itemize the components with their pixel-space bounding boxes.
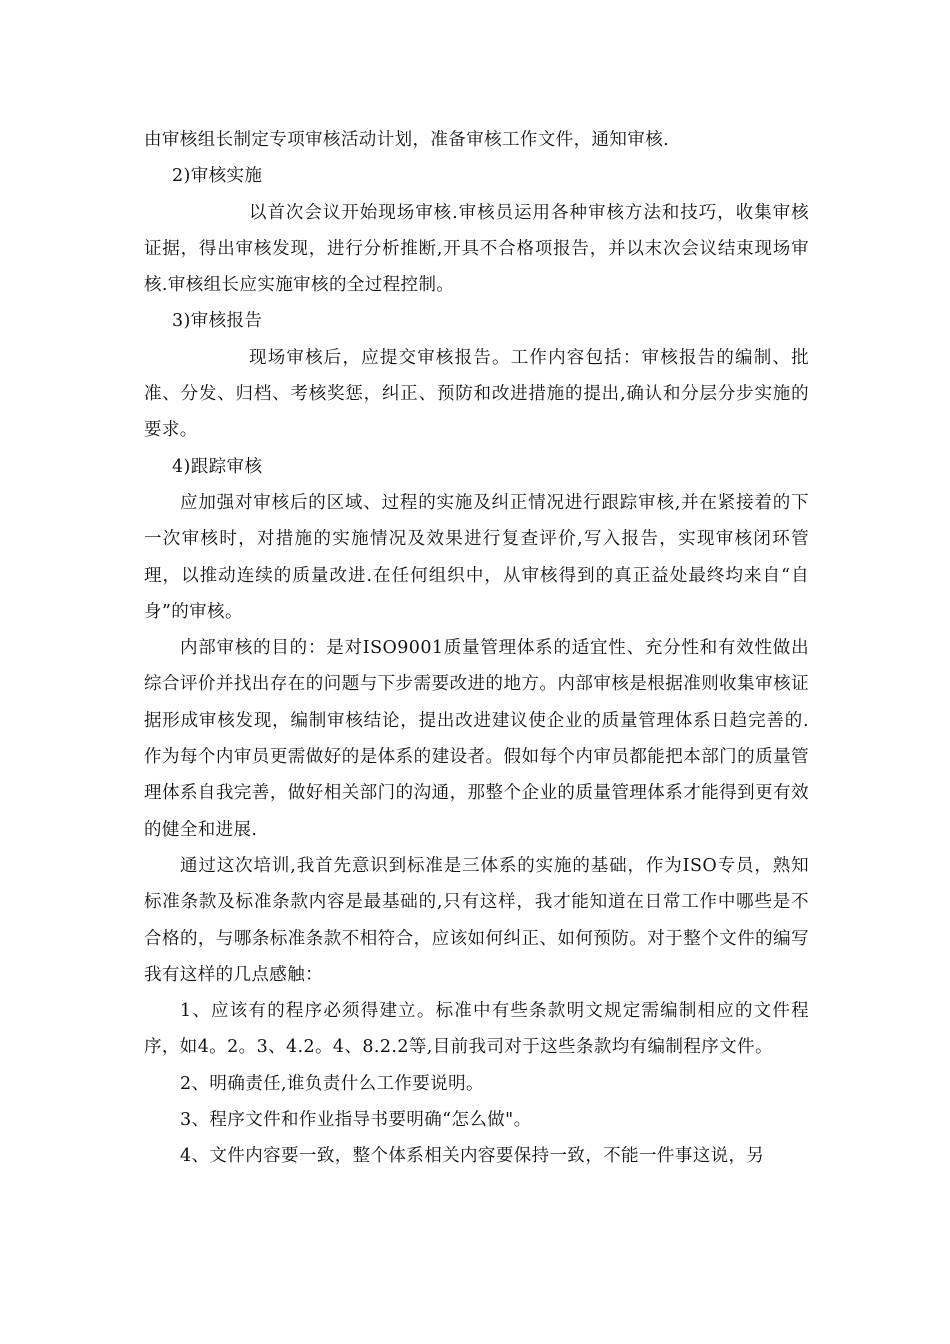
list-item-clear-responsibility: 2、明确责任,谁负责什么工作要说明。 <box>180 1073 484 1094</box>
heading-audit-report: 3)审核报告 <box>172 311 263 332</box>
paragraph-audit-report: 现场审核后，应提交审核报告。工作内容包括：审核报告的编制、批准、分发、归档、考核奖惩，纠正、预防和改进措施的提出,确认和分层分步实施的要求。 <box>144 347 809 441</box>
paragraph-follow-up-audit: 应加强对审核后的区域、过程的实施及纠正情况进行跟踪审核,并在紧接着的下一次审核时，对措施的实施情况及效果进行复查评价,写入报告，实现审核闭环管理，以推动连续的质量改进.在任何组织中，从审核得到的真正益处最终均来自“自身”的审核。 <box>144 492 809 622</box>
paragraph-audit-plan: 由审核组长制定专项审核活动计划，准备审核工作文件，通知审核. <box>144 130 670 150</box>
list-item-required-procedures: 1、应该有的程序必须得建立。标准中有些条款明文规定需编制相应的文件程序，如4。2。3、4.2。4、8.2.2等,目前我司对于这些条款均有编制程序文件。 <box>144 1001 809 1058</box>
document-body <box>144 122 809 1175</box>
paragraph-audit-implementation: 以首次会议开始现场审核.审核员运用各种审核方法和技巧，收集审核证据，得出审核发现，进行分析推断,开具不合格项报告，并以末次会议结束现场审核.审核组长应实施审核的全过程控制。 <box>144 202 809 296</box>
list-item-consistent-content: 4、文件内容要一致，整个体系相关内容要保持一致，不能一件事这说，另 <box>180 1146 765 1167</box>
heading-follow-up-audit: 4)跟踪审核 <box>172 456 263 477</box>
paragraph-internal-audit-purpose: 内部审核的目的：是对ISO9001质量管理体系的适宜性、充分性和有效性做出综合评价并找出存在的问题与下步需要改进的地方。内部审核是根据准则收集审核证据形成审核发现，编制审核结论，提出改进建议使企业的质量管理体系日趋完善的.作为每个内审员更需做好的是体系的建设者。假如每个内审员都能把本部门的质量管理体系自我完善，做好相关部门的沟通，那整个企业的质量管理体系才能得到更有效的健全和进展. <box>144 638 809 840</box>
heading-audit-implementation: 2)审核实施 <box>172 166 263 187</box>
paragraph-training-reflection: 通过这次培训,我首先意识到标准是三体系的实施的基础，作为ISO专员，熟知标准条款及标准条款内容是最基础的,只有这样，我才能知道在日常工作中哪些是不合格的，与哪条标准条款不相符合，应该如何纠正、如何预防。对于整个文件的编写我有这样的几点感触： <box>144 855 809 985</box>
list-item-how-to-do: 3、程序文件和作业指导书要明确“怎么做"。 <box>180 1110 532 1131</box>
